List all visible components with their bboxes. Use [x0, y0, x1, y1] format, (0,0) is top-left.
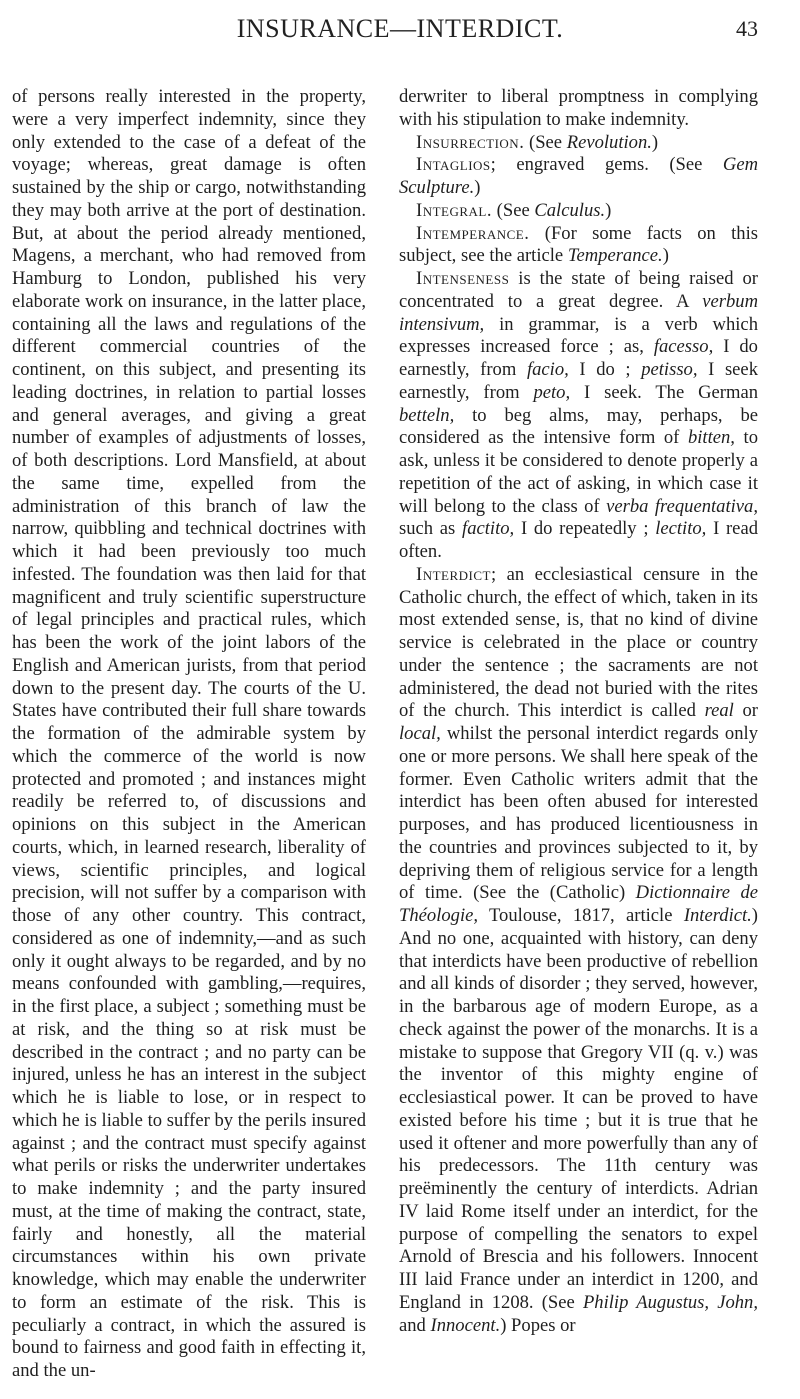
entry-integral: Integral. (See Calculus.)	[416, 199, 612, 221]
cross-reference: Temperance.	[567, 245, 663, 267]
entry-headword: Insurrection.	[416, 131, 525, 153]
entry-headword: Interdict	[416, 563, 491, 585]
running-title: INSURANCE—INTERDICT.	[236, 14, 564, 43]
entry-intemperance: Intemperance. (For some facts on this subject, see the article Temperance.)	[399, 222, 758, 267]
entry-intenseness: Intenseness is the state of being raised or concentrated to a great degree. A verbum intensivum, in grammar, is a verb which expresses increased force ; as, facesso, I do earnestly, from facio, I do ; petisso, I seek earnestly, from peto, I seek. The German betteln, to beg alms, may, perhaps, be considered as the intensive form of bitten, to ask, unless it be considered to denote properly a repetition of the act of asking, in which case it will belong to the class of verba frequentativa, such as factito, I do repeatedly ; lectito, I read often.	[399, 268, 759, 562]
entry-insurrection: Insurrection. (See Revolution.)	[416, 131, 659, 153]
right-column	[399, 86, 758, 1337]
entry-headword: Integral.	[416, 199, 492, 221]
entry-headword: Intaglios	[416, 154, 491, 176]
insurance-continuation-end: derwriter to liberal promptness in complying with his stipulation to make indemnity.	[399, 86, 758, 130]
entry-interdict: Interdict; an ecclesiastical censure in the Catholic church, the effect of which, taken in its most extended sense, is, that no kind of divine service is celebrated in the place or country under the sentence ; the sacraments are not administered, the dead not buried with the rites of the church. This interdict is called real or local, whilst the personal interdict regards only one or more persons. We shall here speak of the former. Even Catholic writers admit that the interdict has been often abused for interested purposes, and has produced licentiousness in the countries and provinces subjected to it, by depriving them of religious service for a length of time. (See the (Catholic) Dictionnaire de Théologie, Toulouse, 1817, article Interdict.) And no one, acquainted with history, can deny that interdicts have been productive of rebellion and all kinds of disorder ; they served, however, in the barbarous age of modern Europe, as a check against the power of the monarchs. It is a mistake to suppose that Gregory VII (q. v.) was the inventor of this mighty engine of ecclesiastical power. It can be proved to have existed before his time ; but it is true that he used it oftener and more powerfully than any of his predecessors. The 11th century was preëminently the century of interdicts. Adrian IV laid Rome itself under an interdict, for the purpose of compelling the senators to expel Arnold of Brescia and his followers. Innocent III laid France under an interdict in 1200, and England in 1208. (See Philip Augustus, John, and Innocent.) Popes or	[399, 563, 758, 1336]
page-header	[0, 14, 800, 54]
cross-reference: Gem Sculpture.	[399, 154, 758, 198]
cross-reference: Calculus.	[534, 199, 606, 221]
entry-intaglios: Intaglios; engraved gems. (See Gem Sculpture.)	[399, 154, 758, 198]
cross-reference: Revolution.	[566, 131, 652, 153]
entry-headword: Intenseness	[416, 268, 510, 289]
left-column	[12, 86, 366, 1383]
entry-headword: Intemperance.	[416, 222, 530, 244]
page-number: 43	[736, 16, 758, 41]
insurance-continuation-paragraph: of persons really interested in the property, were a very imperfect indemnity, since they only extended to the case of a defeat of the voyage; whereas, great damage is often sustained by the ship or cargo, notwithstanding they may both arrive at the port of destination. But, at about the period already mentioned, Magens, a merchant, who had removed from Hamburg to London, published his very elaborate work on insurance, in the latter place, containing all the laws and regulations of the different commercial countries of the continent, on this subject, and presenting its leading doctrines, in relation to partial losses and general averages, and giving a great number of examples of adjustments of losses, of both descriptions. Lord Mansfield, at about the same time, expelled from the administration of this branch of law the narrow, quibbling and technical doctrines with which it had been previously too much infested. The foundation was then laid for that magnificent and truly scientific superstructure of legal principles and practical rules, which has been the work of the joint labors of the English and American jurists, from that period down to the present day. The courts of the U. States have contributed their full share towards the formation of the admirable system by which the commerce of the world is now protected and promoted ; and instances might readily be referred to, of discussions and opinions on this subject in the American courts, which, in learned research, liberality of views, scientific principles, and logical precision, will not suffer by a comparison with those of any other country. This contract, considered as one of indemnity,—and as such only it ought always to be regarded, and by no means confounded with gambling,—requires, in the first place, a subject ; something must be at risk, and the thing so at risk must be described in the contract ; and no party can be injured, unless he has an interest in the subject which he is liable to lose, or in respect to which he is liable to suffer by the perils insured against ; and the contract must specify against what perils or risks the underwriter undertakes to make indemnity ; and the party insured must, at the time of making the contract, state, fairly and honestly, all the material circumstances within his own private knowledge, which may enable the underwriter to form an estimate of the risk. This is peculiarly a contract, in which the assured is bound to fairness and good faith in effecting it, and the un-	[12, 86, 366, 1381]
